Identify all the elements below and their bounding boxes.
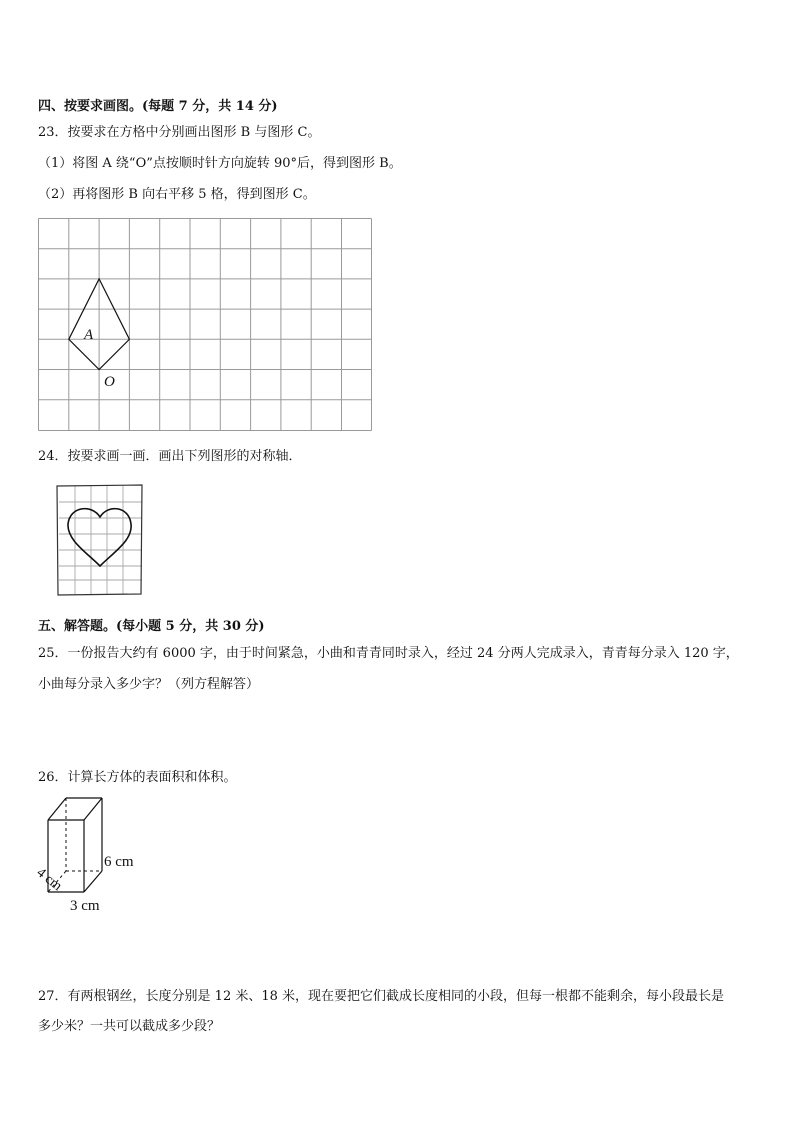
q24-grid-border	[57, 485, 142, 595]
q23-stem: 23．按要求在方格中分别画出图形 B 与图形 C。	[38, 125, 321, 140]
q24-heart-figure	[56, 484, 144, 596]
q23-grid-lines	[39, 219, 372, 431]
label-a: A	[84, 327, 94, 343]
q26-stem: 26．计算长方体的表面积和体积。	[38, 770, 237, 785]
q26-cuboid-figure	[33, 796, 156, 916]
q25-line2: 小曲每分录入多少字？（列方程解答）	[38, 677, 260, 692]
q23-grid-figure	[38, 218, 374, 434]
q27-line2: 多少米？一共可以截成多少段？	[38, 1019, 221, 1034]
label-o: O	[104, 374, 115, 390]
depth-label: 4 cm	[33, 865, 65, 895]
section5-heading: 五、解答题。(每小题 5 分，共 30 分)	[38, 619, 265, 634]
section4-heading: 四、按要求画图。(每题 7 分，共 14 分)	[38, 99, 278, 114]
q24-grid-lines	[59, 486, 142, 594]
q25-line1: 25．一份报告大约有 6000 字，由于时间紧急，小曲和青青同时录入，经过 24 分两人完成录入，青青每分录入 120 字，	[38, 646, 739, 661]
q24-stem: 24．按要求画一画．画出下列图形的对称轴．	[38, 449, 302, 464]
q23-part1: （1）将图 A 绕“O”点按顺时针方向旋转 90°后，得到图形 B。	[38, 156, 402, 171]
heart-shape	[68, 509, 131, 566]
width-label: 3 cm	[70, 898, 100, 914]
q23-part2: （2）再将图形 B 向右平移 5 格，得到图形 C。	[38, 187, 316, 202]
height-label: 6 cm	[104, 854, 134, 870]
q27-line1: 27．有两根钢丝，长度分别是 12 米、18 米，现在要把它们截成长度相同的小段，但每一根都不能剩余，每小段最长是	[38, 989, 725, 1004]
